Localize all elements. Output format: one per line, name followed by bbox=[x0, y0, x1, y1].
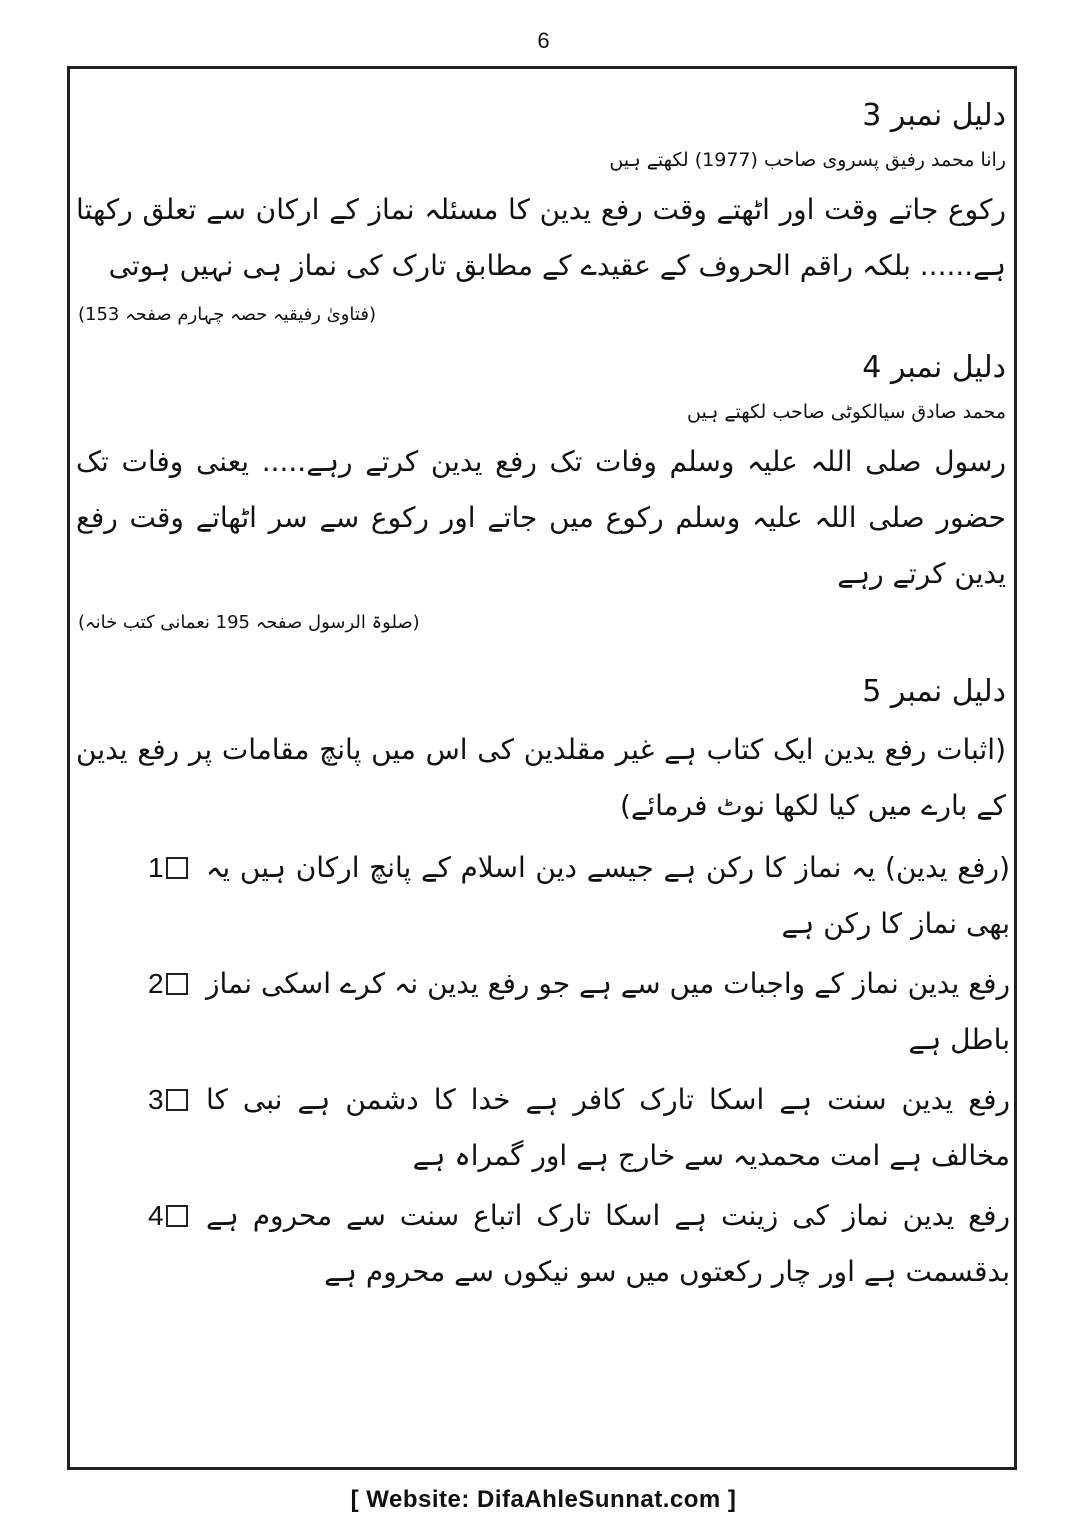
checkbox-icon bbox=[166, 973, 188, 995]
author-attribution: محمد صادق سیالکوٹی صاحب لکھتے ہیں bbox=[687, 401, 1006, 423]
list-item-marker bbox=[70, 956, 200, 1012]
section-title: دلیل نمبر 5 bbox=[862, 674, 1006, 709]
list-item-text: رفع یدین نماز کے واجبات میں سے ہے جو رفع یدین نہ کرے اسکی نماز باطل ہے bbox=[206, 967, 1010, 1056]
list-item-text: رفع یدین سنت ہے اسکا تارک کافر ہے خدا کا دشمن ہے نبی کا مخالف ہے امت محمدیہ سے خارج ہے اور گمراہ ہے bbox=[206, 1083, 1010, 1172]
list-item-text: (رفع یدین) یہ نماز کا رکن ہے جیسے دین اسلام کے پانچ ارکان ہیں یہ بھی نماز کا رکن ہے bbox=[206, 851, 1010, 940]
author-attribution: رانا محمد رفیق پسروی صاحب (1977) لکھتے ہیں bbox=[609, 149, 1006, 171]
list-item bbox=[70, 956, 1010, 1068]
list-item-text: رفع یدین نماز کی زینت ہے اسکا تارک اتباع سنت سے محروم ہے بدقسمت ہے اور چار رکعتوں میں سو نیکوں سے محروم ہے bbox=[206, 1199, 1010, 1288]
list-item-marker bbox=[70, 840, 200, 896]
quote-paragraph: رکوع جاتے وقت اور اٹھتے وقت رفع یدین کا مسئلہ نماز کے ارکان سے تعلق رکھتا ہے...... بلکہ راقم الحروف کے عقیدے کے مطابق تارک کی نماز ہی نہیں ہوتی bbox=[76, 193, 1006, 282]
checkbox-icon bbox=[166, 857, 188, 879]
list-item-number: 4 bbox=[148, 1200, 164, 1231]
checkbox-icon bbox=[166, 1089, 188, 1111]
citation-reference: (فتاویٰ رفیقیہ حصہ چہارم صفحہ 153) bbox=[78, 304, 376, 325]
list-item-marker bbox=[70, 1072, 200, 1128]
checkbox-icon bbox=[166, 1205, 188, 1227]
section-daleel-4 bbox=[70, 348, 1010, 638]
list-item-number: 1 bbox=[148, 852, 164, 883]
page-content bbox=[70, 96, 1010, 1304]
list-item-number: 2 bbox=[148, 968, 164, 999]
section-daleel-5 bbox=[70, 672, 1010, 1300]
page-number: 6 bbox=[537, 28, 550, 53]
list-item-number: 3 bbox=[148, 1084, 164, 1115]
website-footer: [ Website: DifaAhleSunnat.com ] bbox=[350, 1486, 737, 1513]
list-item bbox=[70, 1188, 1010, 1300]
citation-reference: (صلوۃ الرسول صفحہ 195 نعمانی کتب خانہ) bbox=[78, 612, 420, 633]
list-item-marker bbox=[70, 1188, 200, 1244]
section-title: دلیل نمبر 3 bbox=[862, 98, 1006, 133]
claims-list bbox=[70, 840, 1010, 1300]
list-item bbox=[70, 840, 1010, 952]
section-daleel-3 bbox=[70, 96, 1010, 330]
list-item bbox=[70, 1072, 1010, 1184]
intro-paragraph: (اثبات رفع یدین ایک کتاب ہے غیر مقلدین کی اس میں پانچ مقامات پر رفع یدین کے بارے میں کیا لکھا نوٹ فرمائے) bbox=[76, 733, 1006, 822]
quote-paragraph: رسول صلی اللہ علیہ وسلم وفات تک رفع یدین کرتے رہے..... یعنی وفات تک حضور صلی اللہ علیہ وسلم رکوع میں جاتے اور رکوع سے سر اٹھاتے وقت رفع یدین کرتے رہے bbox=[76, 445, 1006, 590]
section-title: دلیل نمبر 4 bbox=[862, 350, 1006, 385]
